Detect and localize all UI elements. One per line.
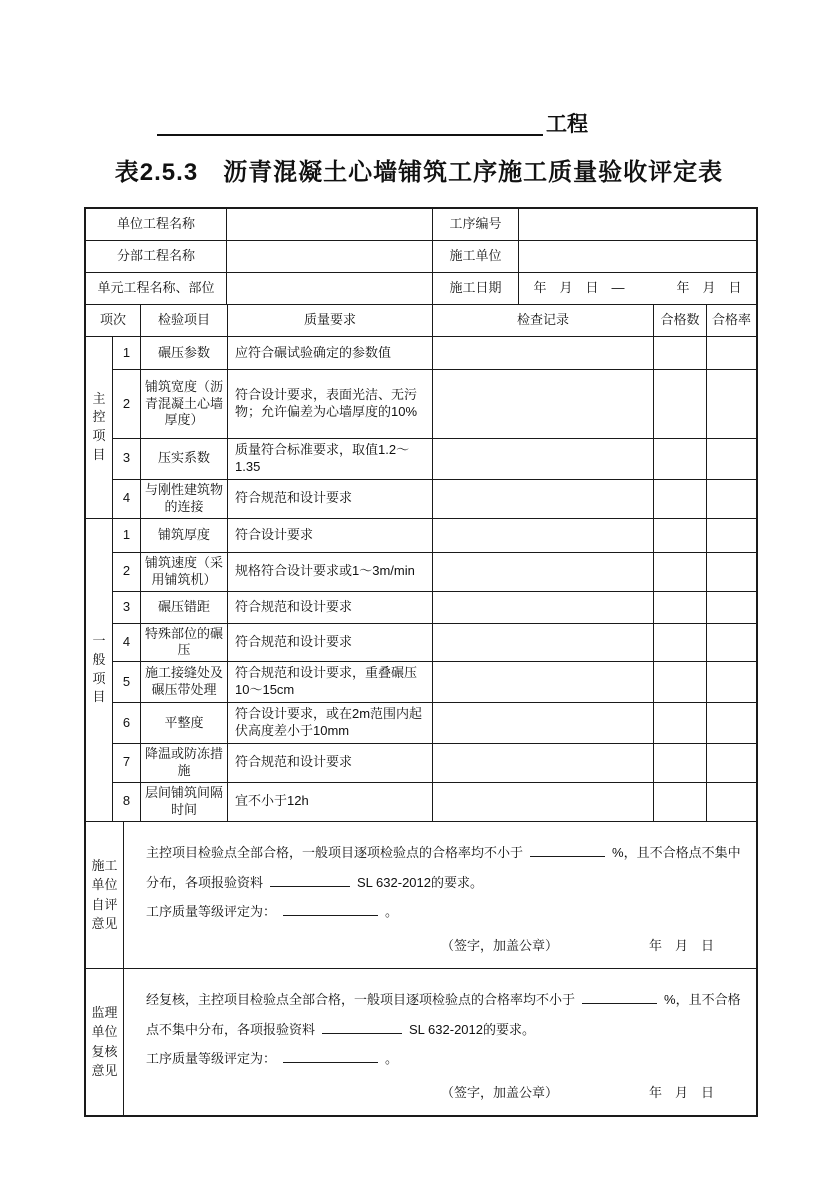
pass-count-cell [654, 439, 707, 480]
project-name-blank [157, 110, 543, 136]
self-assessment-label: 施工单位自评意见 [86, 822, 124, 968]
project-suffix-label: 工程 [546, 112, 588, 136]
inspection-item: 压实系数 [141, 439, 228, 480]
division-project-value [227, 241, 433, 273]
pass-count-cell [654, 662, 707, 703]
pass-rate-cell [707, 783, 756, 822]
quality-requirement: 符合规范和设计要求 [228, 592, 433, 624]
column-header-record: 检查记录 [433, 305, 654, 337]
row-number: 3 [113, 439, 141, 480]
fill-in-blank [283, 1048, 378, 1063]
inspection-item: 碾压参数 [141, 337, 228, 370]
pass-rate-cell [707, 553, 756, 592]
element-project-label: 单元工程名称、部位 [86, 273, 227, 305]
row-number: 6 [113, 703, 141, 744]
fill-in-blank [582, 989, 657, 1004]
column-header-row [86, 305, 756, 337]
pass-rate-cell [707, 480, 756, 519]
self-assessment-content [124, 822, 756, 968]
pass-rate-cell [707, 439, 756, 480]
construction-unit-value [519, 241, 756, 273]
row-number: 2 [113, 553, 141, 592]
date-label: 年 月 日 [648, 937, 714, 953]
unit-project-value [227, 209, 433, 241]
quality-requirement: 符合规范和设计要求 [228, 624, 433, 663]
fill-in-blank [270, 872, 350, 887]
column-header-index: 项次 [86, 305, 141, 337]
quality-requirement: 符合规范和设计要求 [228, 744, 433, 783]
project-name-line [157, 110, 588, 136]
quality-requirement: 符合设计要求 [228, 519, 433, 553]
fill-in-blank [283, 901, 378, 916]
inspection-record-cell [433, 624, 654, 663]
pass-count-cell [654, 370, 707, 439]
inspection-record-cell [433, 519, 654, 553]
pass-count-cell [654, 337, 707, 370]
review-grade-line: 工序质量等级评定为： 。 [146, 1044, 742, 1074]
pass-rate-cell [707, 624, 756, 663]
pass-count-cell [654, 480, 707, 519]
review-section [86, 969, 756, 1115]
row-number: 1 [113, 519, 141, 553]
inspection-record-cell [433, 370, 654, 439]
inspection-item: 铺筑宽度（沥青混凝土心墙厚度） [141, 370, 228, 439]
inspection-record-cell [433, 783, 654, 822]
self-assessment-signature-row [146, 935, 742, 960]
inspection-record-cell [433, 553, 654, 592]
construction-date-value: 年 月 日 — 年 月 日 [519, 273, 756, 305]
pass-rate-cell [707, 370, 756, 439]
pass-rate-cell [707, 592, 756, 624]
date-label: 年 月 日 [648, 1084, 714, 1100]
review-text: 经复核，主控项目检验点全部合格，一般项目逐项检验点的合格率均不小于 %，且不合格点不集中分布，各项报验资料 SL 632-2012的要求。 [146, 985, 742, 1045]
pass-rate-cell [707, 662, 756, 703]
pass-count-cell [654, 624, 707, 663]
signature-stamp-label: （签字，加盖公章） [441, 937, 559, 953]
unit-project-label: 单位工程名称 [86, 209, 227, 241]
process-number-value [519, 209, 756, 241]
division-project-label: 分部工程名称 [86, 241, 227, 273]
inspection-item: 施工接缝处及碾压带处理 [141, 662, 228, 703]
column-header-pass-count: 合格数 [654, 305, 707, 337]
self-assessment-section [86, 822, 756, 969]
pass-rate-cell [707, 703, 756, 744]
quality-requirement: 质量符合标准要求，取值1.2～1.35 [228, 439, 433, 480]
row-number: 1 [113, 337, 141, 370]
quality-requirement: 应符合碾试验确定的参数值 [228, 337, 433, 370]
review-label: 监理单位复核意见 [86, 969, 124, 1115]
pass-rate-cell [707, 744, 756, 783]
fill-in-blank [322, 1019, 402, 1034]
inspection-item: 铺筑厚度 [141, 519, 228, 553]
pass-count-cell [654, 519, 707, 553]
row-number: 4 [113, 624, 141, 663]
process-number-label: 工序编号 [433, 209, 519, 241]
row-number: 8 [113, 783, 141, 822]
inspection-item: 层间铺筑间隔时间 [141, 783, 228, 822]
pass-count-cell [654, 592, 707, 624]
self-assessment-text: 主控项目检验点全部合格，一般项目逐项检验点的合格率均不小于 %，且不合格点不集中分布，各项报验资料 SL 632-2012的要求。 [146, 838, 742, 898]
inspection-item: 平整度 [141, 703, 228, 744]
construction-date-label: 施工日期 [433, 273, 519, 305]
inspection-record-cell [433, 703, 654, 744]
pass-count-cell [654, 783, 707, 822]
inspection-item: 降温或防冻措施 [141, 744, 228, 783]
inspection-record-cell [433, 592, 654, 624]
inspection-item: 特殊部位的碾压 [141, 624, 228, 663]
quality-requirement: 符合设计要求，表面光洁、无污物；允许偏差为心墙厚度的10% [228, 370, 433, 439]
info-header-grid [86, 209, 756, 305]
fill-in-blank [530, 842, 605, 857]
review-content [124, 969, 756, 1115]
quality-requirement: 宜不小于12h [228, 783, 433, 822]
inspection-record-cell [433, 480, 654, 519]
evaluation-form-table [84, 207, 758, 1117]
column-header-item: 检验项目 [141, 305, 228, 337]
pass-count-cell [654, 703, 707, 744]
inspection-item: 铺筑速度（采用铺筑机） [141, 553, 228, 592]
row-number: 3 [113, 592, 141, 624]
construction-unit-label: 施工单位 [433, 241, 519, 273]
inspection-record-cell [433, 744, 654, 783]
general-items-section [86, 519, 756, 822]
quality-requirement: 规格符合设计要求或1～3m/min [228, 553, 433, 592]
pass-rate-cell [707, 337, 756, 370]
row-number: 5 [113, 662, 141, 703]
quality-requirement: 符合规范和设计要求 [228, 480, 433, 519]
self-assessment-grade-line: 工序质量等级评定为： 。 [146, 897, 742, 927]
review-signature-row [146, 1082, 742, 1107]
pass-rate-cell [707, 519, 756, 553]
inspection-item: 与刚性建筑物的连接 [141, 480, 228, 519]
main-control-section [86, 337, 756, 519]
main-control-section-label: 主控项目 [86, 337, 113, 519]
inspection-item: 碾压错距 [141, 592, 228, 624]
inspection-record-cell [433, 662, 654, 703]
pass-count-cell [654, 744, 707, 783]
inspection-record-cell [433, 337, 654, 370]
inspection-record-cell [433, 439, 654, 480]
signature-stamp-label: （签字，加盖公章） [441, 1084, 559, 1100]
column-header-requirement: 质量要求 [228, 305, 433, 337]
quality-requirement: 符合设计要求，或在2m范围内起伏高度差小于10mm [228, 703, 433, 744]
element-project-value [227, 273, 433, 305]
row-number: 7 [113, 744, 141, 783]
pass-count-cell [654, 553, 707, 592]
row-number: 2 [113, 370, 141, 439]
quality-requirement: 符合规范和设计要求，重叠碾压10～15cm [228, 662, 433, 703]
row-number: 4 [113, 480, 141, 519]
column-header-pass-rate: 合格率 [707, 305, 756, 337]
page-title: 表2.5.3 沥青混凝土心墙铺筑工序施工质量验收评定表 [114, 159, 724, 186]
general-items-section-label: 一般项目 [86, 519, 113, 822]
